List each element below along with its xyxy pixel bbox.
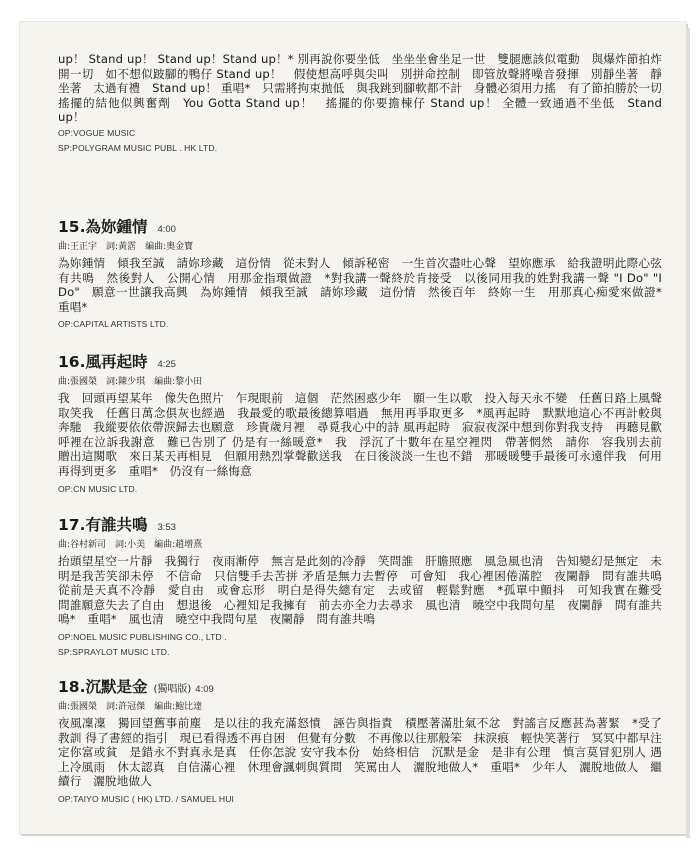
track-16-credits: 曲:張國榮 詞:陳少琪 編曲:黎小田 [58,377,203,387]
track-18-title-row [58,675,662,697]
track-18-title: 18.沉默是金 [58,678,148,696]
track-16-section [58,350,674,497]
intro-op: OP:VOGUE MUSIC [58,127,136,138]
track-15-op: OP:CAPITAL ARTISTS LTD. [58,319,169,330]
track-16-duration: 4:25 [157,359,176,370]
track-17-op: OP:NOEL MUSIC PUBLISHING CO., LTD . [58,631,227,642]
track-17-duration: 3:53 [157,522,176,533]
track-15-lyrics: 為妳鍾情 傾我至誠 請妳珍藏 這份情 從未對人 傾訴秘密 一生首次盡吐心聲 望妳應承 給我證明此際心弦 有共鳴 然後對人 公開心情 用那金指環做證 *對我講一聲終於肯接受 以後同用我的姓對我講一聲 "I Do" "I Do" 願意一世讓我高興 為妳鍾情 傾我至誠 請妳珍藏 這份情 然後百年 終妳一生 用那真心痴愛來做證* 重唱* [58,256,674,314]
track-18-op: OP:TAIYO MUSIC ( HK) LTD. / SAMUEL HUI [58,793,235,804]
track-15-credits: 曲:王正宇 詞:黃霑 編曲:奧金寶 [58,242,194,252]
track-16-op: OP:CN MUSIC LTD. [58,483,138,494]
track-15-title-row [58,215,662,237]
track-16-title: 16.風再起時 [58,353,148,371]
track-17-sp: SP:SPRAYLOT MUSIC LTD. [58,646,170,657]
track-17-credits: 曲:谷村新司 詞:小美 編曲:趙增熹 [58,540,203,550]
track-16-title-row [58,350,662,372]
track-16-lyrics: 我 回頭再望某年 像失色照片 乍現眼前 這個 茫然困惑少年 願一生以歌 投入每天永不變 任舊日路上風聲取笑我 任舊日萬念俱灰也經過 我最愛的歌最後總算唱過 無用再爭取更多 *風再起時 默默地這心不再計較與奔馳 我縱要依依帶淚歸去也願意 珍貴歲月裡 尋覓我心中的詩 風再起時 寂寂夜深中想到你對我支持 再聽見歡呼裡在泣訴我謝意 難已告別了 仍是有一絲暖意* 我 浮沉了十數年在星空裡閃 帶著惘然 請你 容我別去前 贈出這闋歌 來日某天再相見 但願用熱烈掌聲歡送我 在日後淡淡一生也不錯 那暖暖雙手最後可永遠伴我 何用再得到更多 重唱* 仍沒有一絲悔意 [58,391,674,478]
intro-section [58,52,674,156]
track-18-subtitle: (獨唱版) [153,684,192,695]
track-17-section [58,513,674,660]
track-15-title: 15.為妳鍾情 [58,218,148,236]
track-18-lyrics: 夜風凜凜 獨回望舊事前塵 是以往的我充滿怒憤 誣告與指責 積壓著滿肚氣不忿 對謠言反應甚為著緊 *受了教訓 得了書經的指引 現已看得透不再自困 但覺有分數 不再像以往那般笨 抹淚痕 輕快笑著行 冥冥中都早注定你富或貧 是錯永不對真永是真 任你怎說 安守我本份 始終相信 沉默是金 是非有公理 慎言莫冒犯別人 遇上冷風雨 休太認真 自信滿心裡 休理會諷刺與質問 笑罵由人 灑脫地做人* 重唱* 少年人 灑脫地做人 繼續行 灑脫地做人 [58,716,662,789]
intro-lyrics: up！ Stand up！ Stand up！Stand up！* 別再說你要坐低 坐坐坐會坐足一世 雙腿應該似電動 與爆炸節拍炸開一切 如不想似跛腳的鴨仔 Stand up！ 假使想高呼與尖叫 別拼命控制 即管放聲將噪音發揮 別靜坐著 靜坐著 太過有禮 Stand up！ 重唱* 只需將拘束拋低 與我跳到腳軟都不計 身體必須用力搖 有了節拍勝於一切 搖擺的結他似興奮劑 You Gotta Stand up！ 搖擺的你要擔棟仔 Stand up！ 全體一致通過不坐低 Stand up！ [58,52,674,125]
track-18-section [58,675,662,807]
lyric-booklet-page [20,22,686,834]
track-18-credits: 曲:張國榮 詞:許冠傑 編曲:鮑比達 [58,702,203,712]
track-18-duration: 4:09 [195,684,214,695]
track-15-section [58,215,674,332]
track-17-lyrics: 抬頭望星空一片靜 我獨行 夜雨漸停 無言是此刻的冷靜 笑問誰 肝膽照應 風急風也清 告知變幻是無定 未明是我苦笑卻未停 不信命 只信雙手去苦拼 矛盾是無力去暫停 可會知 我心裡困倦滿腔 夜闌靜 問有誰共鳴 從前是天真不冷靜 愛自由 或會忘形 明白是得失總有定 去或留 輕鬆對應 *孤單中顫抖 可知我實在難受 問誰願意失去了自由 想退後 心裡知足我擁有 前去亦全力去尋求 風也清 曉空中我問句星 夜闌靜 問有誰共鳴* 重唱* 風也清 曉空中我問句星 夜闌靜 問有誰共鳴 [58,554,674,627]
track-17-title-row [58,513,662,535]
track-15-duration: 4:00 [157,224,176,235]
track-17-title: 17.有誰共鳴 [58,516,148,534]
intro-sp: SP:POLYGRAM MUSIC PUBL . HK LTD. [58,142,218,153]
